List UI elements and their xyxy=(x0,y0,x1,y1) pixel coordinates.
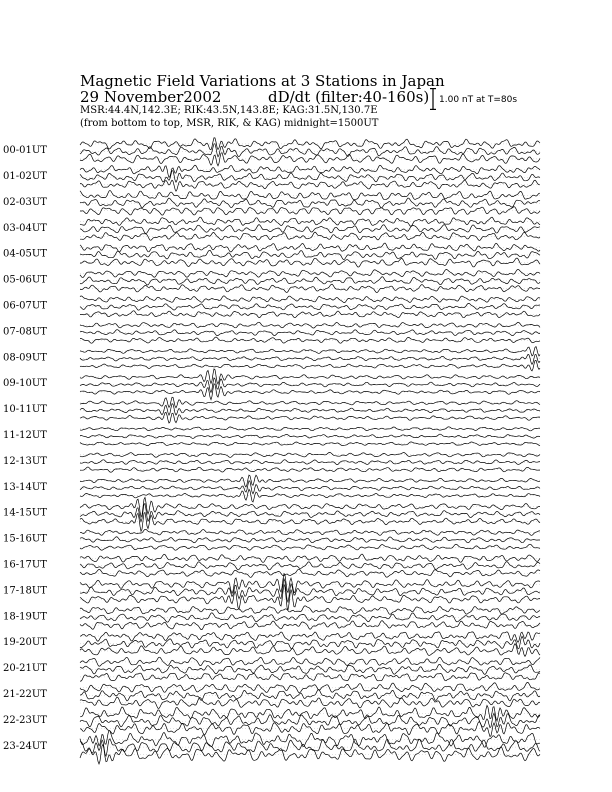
row-label-12-13UT: 12-13UT xyxy=(3,455,47,467)
trace-08-09UT-RIK xyxy=(80,354,540,364)
row-label-03-04UT: 03-04UT xyxy=(3,222,47,234)
stations-label: MSR:44.4N,142.3E; RIK:43.5N,143.8E; KAG:31.5N,130.7E xyxy=(80,105,378,116)
row-label-04-05UT: 04-05UT xyxy=(3,248,47,260)
trace-09-10UT-KAG xyxy=(80,369,540,384)
row-label-15-16UT: 15-16UT xyxy=(3,533,47,545)
trace-17-18UT-KAG xyxy=(80,574,540,594)
trace-00-01UT-RIK xyxy=(80,144,540,157)
row-label-22-23UT: 22-23UT xyxy=(3,714,47,726)
row-label-14-15UT: 14-15UT xyxy=(3,507,47,519)
trace-07-08UT-KAG xyxy=(80,322,540,328)
trace-20-21UT-KAG xyxy=(80,657,540,666)
trace-14-15UT-MSR xyxy=(80,512,540,531)
order-label: (from bottom to top, MSR, RIK, & KAG) midnight=1500UT xyxy=(80,118,379,129)
trace-10-11UT-RIK xyxy=(80,404,540,415)
row-label-08-09UT: 08-09UT xyxy=(3,352,47,364)
trace-21-22UT-RIK xyxy=(80,690,540,701)
date-label: 29 November2002 xyxy=(80,88,222,106)
row-label-23-24UT: 23-24UT xyxy=(3,740,47,752)
row-label-02-03UT: 02-03UT xyxy=(3,196,47,208)
trace-12-13UT-KAG xyxy=(80,452,540,457)
trace-22-23UT-MSR xyxy=(80,722,540,737)
row-label-20-21UT: 20-21UT xyxy=(3,663,47,675)
trace-14-15UT-RIK xyxy=(80,504,540,522)
trace-01-02UT-KAG xyxy=(80,165,540,177)
row-label-07-08UT: 07-08UT xyxy=(3,326,47,338)
trace-13-14UT-KAG xyxy=(80,475,540,487)
trace-00-01UT-MSR xyxy=(80,153,540,166)
trace-22-23UT-RIK xyxy=(80,713,540,727)
row-label-05-06UT: 05-06UT xyxy=(3,274,47,286)
trace-13-14UT-RIK xyxy=(80,481,540,494)
row-label-00-01UT: 00-01UT xyxy=(3,145,47,157)
trace-15-16UT-MSR xyxy=(80,544,540,550)
trace-23-24UT-RIK xyxy=(80,739,540,756)
trace-06-07UT-RIK xyxy=(80,303,540,310)
trace-02-03UT-KAG xyxy=(80,190,540,199)
trace-19-20UT-KAG xyxy=(80,632,540,643)
trace-19-20UT-MSR xyxy=(80,644,540,657)
filter-label: dD/dt (filter:40-160s) xyxy=(268,88,430,106)
trace-06-07UT-MSR xyxy=(80,311,540,318)
trace-03-04UT-RIK xyxy=(80,225,540,234)
row-label-11-12UT: 11-12UT xyxy=(3,429,47,441)
trace-02-03UT-RIK xyxy=(80,198,540,208)
trace-03-04UT-MSR xyxy=(80,232,540,240)
row-label-01-02UT: 01-02UT xyxy=(3,170,47,182)
trace-08-09UT-KAG xyxy=(80,347,540,356)
row-label-16-17UT: 16-17UT xyxy=(3,559,47,571)
row-label-10-11UT: 10-11UT xyxy=(3,404,47,416)
trace-17-18UT-MSR xyxy=(80,585,540,610)
trace-21-22UT-KAG xyxy=(80,682,540,692)
trace-10-11UT-KAG xyxy=(80,397,540,408)
row-label-17-18UT: 17-18UT xyxy=(3,585,47,597)
row-label-06-07UT: 06-07UT xyxy=(3,300,47,312)
scale-label: 1.00 nT at T=80s xyxy=(439,95,518,105)
trace-08-09UT-MSR xyxy=(80,360,540,371)
trace-01-02UT-RIK xyxy=(80,171,540,183)
row-label-19-20UT: 19-20UT xyxy=(3,637,47,649)
trace-18-19UT-MSR xyxy=(80,621,540,630)
trace-22-23UT-KAG xyxy=(80,706,540,721)
row-label-09-10UT: 09-10UT xyxy=(3,378,47,390)
trace-01-02UT-MSR xyxy=(80,180,540,191)
trace-09-10UT-RIK xyxy=(80,378,540,393)
trace-02-03UT-MSR xyxy=(80,207,540,215)
trace-19-20UT-RIK xyxy=(80,636,540,649)
chart-title: Magnetic Field Variations at 3 Stations in Japan xyxy=(80,72,445,90)
trace-10-11UT-MSR xyxy=(80,412,540,423)
row-label-18-19UT: 18-19UT xyxy=(3,611,47,623)
row-label-21-22UT: 21-22UT xyxy=(3,688,47,700)
row-label-13-14UT: 13-14UT xyxy=(3,481,47,493)
